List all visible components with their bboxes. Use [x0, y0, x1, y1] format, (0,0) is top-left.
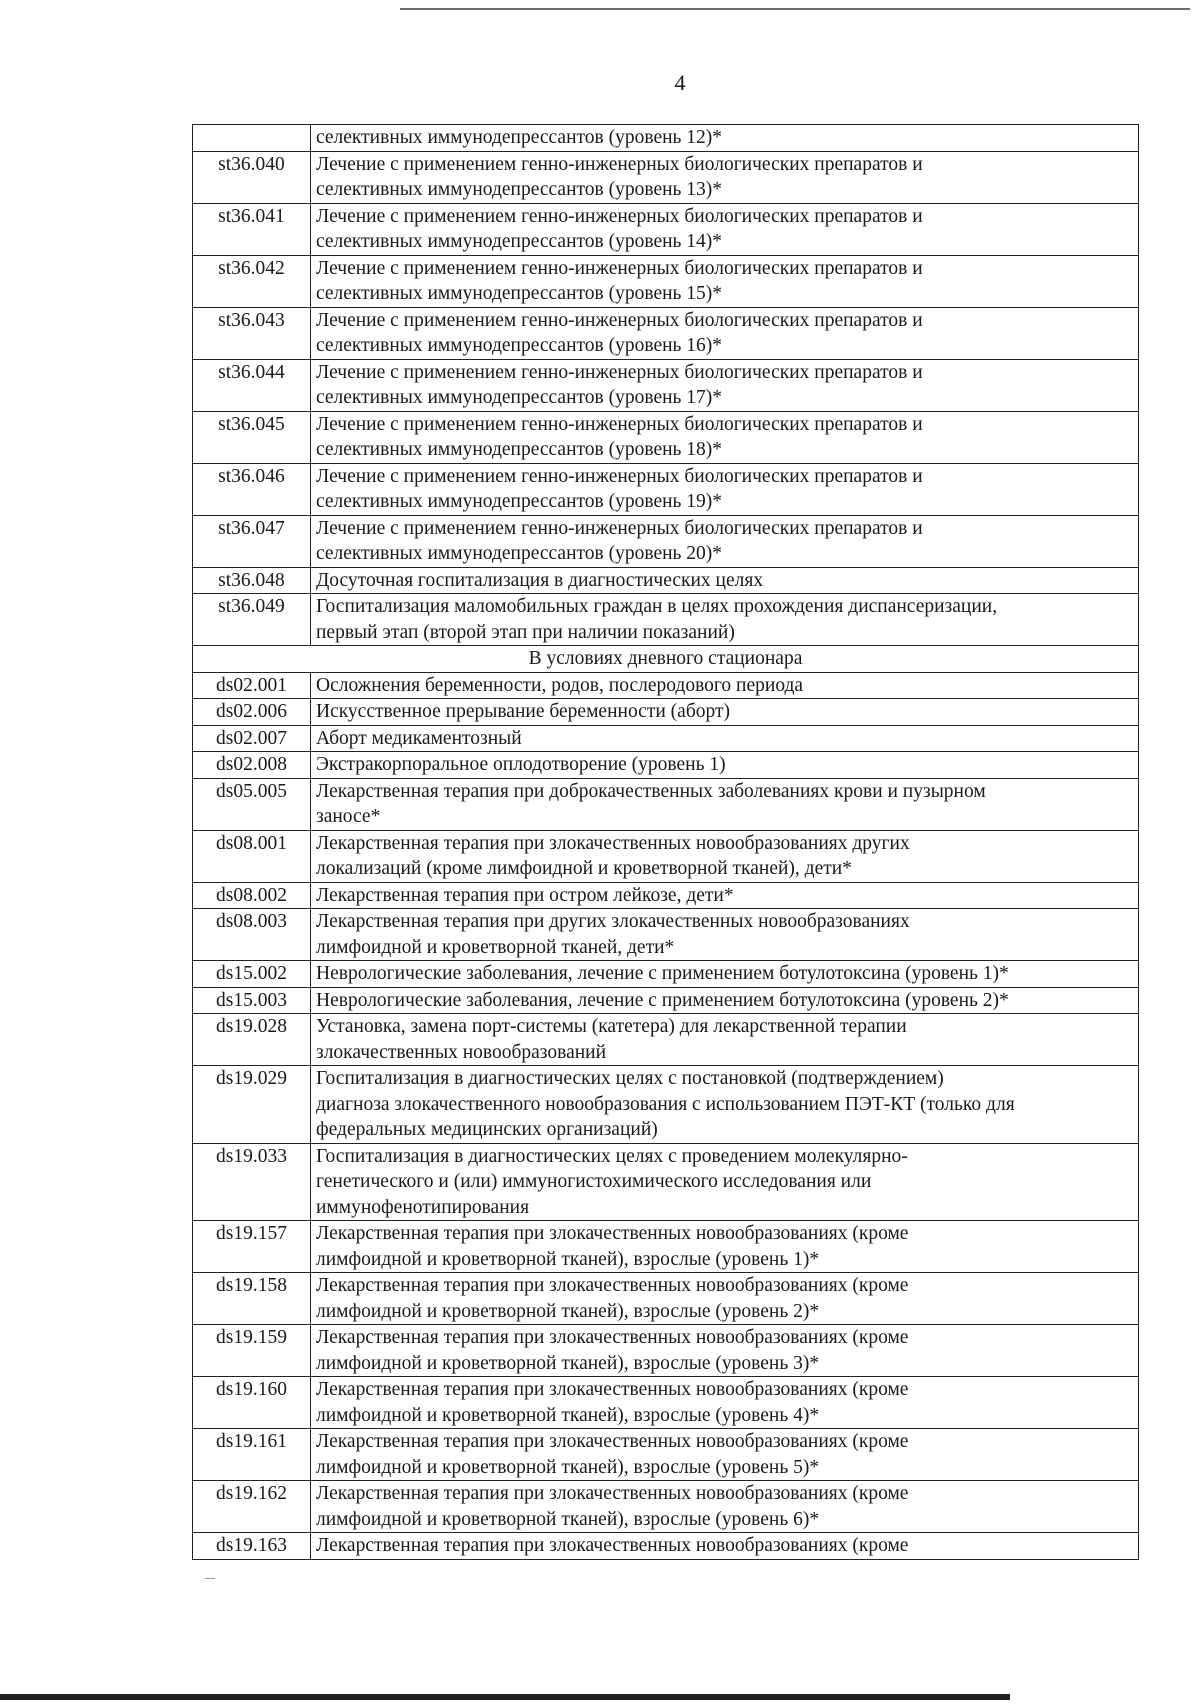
row-code: ds19.161 — [193, 1429, 311, 1481]
row-code: st36.047 — [193, 515, 311, 567]
row-code: ds19.029 — [193, 1066, 311, 1144]
table-row — [193, 882, 1139, 909]
row-code: st36.041 — [193, 203, 311, 255]
row-description: Лекарственная терапия при остром лейкозе, дети* — [311, 882, 1139, 909]
row-code: st36.045 — [193, 411, 311, 463]
table-row — [193, 1429, 1139, 1481]
row-description: Лечение с применением генно-инженерных биологических препаратов и селективных иммунодепрессантов (уровень 18)* — [311, 411, 1139, 463]
table-row — [193, 1325, 1139, 1377]
row-description: Лекарственная терапия при злокачественных новообразованиях (кроме — [311, 1533, 1139, 1560]
table-row — [193, 830, 1139, 882]
row-description: Лекарственная терапия при злокачественных новообразованиях (кроме лимфоидной и кроветворной тканей), взрослые (уровень 4)* — [311, 1377, 1139, 1429]
row-code: ds08.003 — [193, 909, 311, 961]
table-row — [193, 778, 1139, 830]
row-code: st36.046 — [193, 463, 311, 515]
table-row — [193, 1533, 1139, 1560]
section-row — [193, 646, 1139, 673]
table-row — [193, 1273, 1139, 1325]
row-code: ds19.028 — [193, 1014, 311, 1066]
row-code: ds08.001 — [193, 830, 311, 882]
row-code: ds15.003 — [193, 987, 311, 1014]
table-row — [193, 567, 1139, 594]
table-row — [193, 1481, 1139, 1533]
row-code: ds05.005 — [193, 778, 311, 830]
table-row — [193, 987, 1139, 1014]
top-rule — [400, 8, 1190, 10]
row-description: Лечение с применением генно-инженерных биологических препаратов и селективных иммунодепрессантов (уровень 13)* — [311, 151, 1139, 203]
row-code: ds19.162 — [193, 1481, 311, 1533]
section-heading: В условиях дневного стационара — [193, 646, 1139, 673]
row-description: Лекарственная терапия при злокачественных новообразованиях (кроме лимфоидной и кроветворной тканей), взрослые (уровень 6)* — [311, 1481, 1139, 1533]
row-code: ds19.159 — [193, 1325, 311, 1377]
row-code: st36.043 — [193, 307, 311, 359]
table-row — [193, 594, 1139, 646]
row-description: Лечение с применением генно-инженерных биологических препаратов и селективных иммунодепрессантов (уровень 20)* — [311, 515, 1139, 567]
row-code: ds15.002 — [193, 961, 311, 988]
row-description: Госпитализация в диагностических целях с постановкой (подтверждением) диагноза злокачественного новообразования с использованием ПЭТ-КТ (только для федеральных медицинских организаций) — [311, 1066, 1139, 1144]
table-row — [193, 909, 1139, 961]
row-description: Лекарственная терапия при злокачественных новообразованиях (кроме лимфоидной и кроветворной тканей), взрослые (уровень 5)* — [311, 1429, 1139, 1481]
page-number: 4 — [674, 70, 686, 95]
row-description: Лекарственная терапия при злокачественных новообразованиях (кроме лимфоидной и кроветворной тканей), взрослые (уровень 3)* — [311, 1325, 1139, 1377]
table-row — [193, 1143, 1139, 1221]
table-row — [193, 1377, 1139, 1429]
table-row — [193, 203, 1139, 255]
table-row — [193, 1221, 1139, 1273]
row-description: Осложнения беременности, родов, послеродового периода — [311, 672, 1139, 699]
row-description: Лечение с применением генно-инженерных биологических препаратов и селективных иммунодепрессантов (уровень 19)* — [311, 463, 1139, 515]
row-description: Лекарственная терапия при злокачественных новообразованиях других локализаций (кроме лимфоидной и кроветворной тканей), дети* — [311, 830, 1139, 882]
row-description: Лекарственная терапия при доброкачественных заболеваниях крови и пузырном заносе* — [311, 778, 1139, 830]
row-description: селективных иммунодепрессантов (уровень 12)* — [311, 125, 1139, 152]
row-description: Лечение с применением генно-инженерных биологических препаратов и селективных иммунодепрессантов (уровень 14)* — [311, 203, 1139, 255]
table-row — [193, 725, 1139, 752]
row-description: Неврологические заболевания, лечение с применением ботулотоксина (уровень 1)* — [311, 961, 1139, 988]
row-description: Экстракорпоральное оплодотворение (уровень 1) — [311, 752, 1139, 779]
table-row — [193, 151, 1139, 203]
row-description: Искусственное прерывание беременности (аборт) — [311, 699, 1139, 726]
row-code: ds19.163 — [193, 1533, 311, 1560]
row-code: ds02.007 — [193, 725, 311, 752]
scan-speck — [205, 1578, 215, 1579]
row-description: Неврологические заболевания, лечение с применением ботулотоксина (уровень 2)* — [311, 987, 1139, 1014]
row-description: Госпитализация в диагностических целях с проведением молекулярно- генетического и (или) иммуногистохимического исследования или иммунофенотипирования — [311, 1143, 1139, 1221]
row-code: ds02.001 — [193, 672, 311, 699]
row-description: Лекарственная терапия при других злокачественных новообразованиях лимфоидной и кроветворной тканей, дети* — [311, 909, 1139, 961]
row-description: Лечение с применением генно-инженерных биологических препаратов и селективных иммунодепрессантов (уровень 15)* — [311, 255, 1139, 307]
row-code — [193, 125, 311, 152]
row-code: ds02.006 — [193, 699, 311, 726]
table-row — [193, 359, 1139, 411]
row-description: Установка, замена порт-системы (катетера) для лекарственной терапии злокачественных новообразований — [311, 1014, 1139, 1066]
tariff-table — [192, 124, 1139, 1560]
row-code: ds02.008 — [193, 752, 311, 779]
row-description: Досуточная госпитализация в диагностических целях — [311, 567, 1139, 594]
table-row — [193, 1066, 1139, 1144]
row-description: Госпитализация маломобильных граждан в целях прохождения диспансеризации, первый этап (второй этап при наличии показаний) — [311, 594, 1139, 646]
row-description: Лечение с применением генно-инженерных биологических препаратов и селективных иммунодепрессантов (уровень 16)* — [311, 307, 1139, 359]
table-row — [193, 463, 1139, 515]
row-code: st36.044 — [193, 359, 311, 411]
row-description: Лекарственная терапия при злокачественных новообразованиях (кроме лимфоидной и кроветворной тканей), взрослые (уровень 1)* — [311, 1221, 1139, 1273]
table-row — [193, 752, 1139, 779]
row-code: ds08.002 — [193, 882, 311, 909]
row-code: ds19.158 — [193, 1273, 311, 1325]
row-code: ds19.160 — [193, 1377, 311, 1429]
row-code: st36.042 — [193, 255, 311, 307]
row-description: Лекарственная терапия при злокачественных новообразованиях (кроме лимфоидной и кроветворной тканей), взрослые (уровень 2)* — [311, 1273, 1139, 1325]
row-code: st36.048 — [193, 567, 311, 594]
row-description: Лечение с применением генно-инженерных биологических препаратов и селективных иммунодепрессантов (уровень 17)* — [311, 359, 1139, 411]
table-row — [193, 411, 1139, 463]
table-body — [193, 125, 1139, 1560]
row-description: Аборт медикаментозный — [311, 725, 1139, 752]
table-row — [193, 307, 1139, 359]
table-row — [193, 515, 1139, 567]
row-code: ds19.033 — [193, 1143, 311, 1221]
row-code: st36.049 — [193, 594, 311, 646]
bottom-rule — [0, 1694, 1010, 1700]
table-row — [193, 125, 1139, 152]
table-row — [193, 699, 1139, 726]
table-row — [193, 255, 1139, 307]
table-row — [193, 1014, 1139, 1066]
table-row — [193, 672, 1139, 699]
row-code: ds19.157 — [193, 1221, 311, 1273]
table-row — [193, 961, 1139, 988]
row-code: st36.040 — [193, 151, 311, 203]
